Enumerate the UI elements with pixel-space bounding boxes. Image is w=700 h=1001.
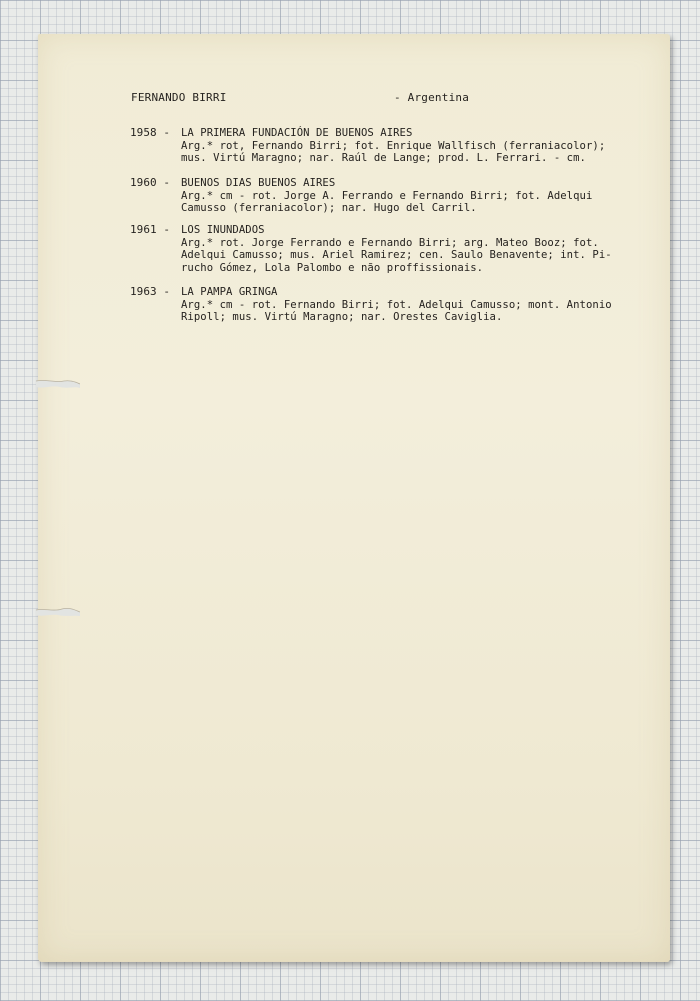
- country-label: - Argentina: [394, 91, 470, 104]
- film-entry: [130, 286, 660, 324]
- paper-tear-notch: [36, 607, 78, 617]
- film-title: LA PRIMERA FUNDACIÓN DE BUENOS AIRES: [181, 127, 413, 139]
- film-year: 1963 -: [130, 285, 171, 298]
- film-title: BUENOS DIAS BUENOS AIRES: [181, 177, 336, 189]
- film-year: 1960 -: [130, 176, 171, 189]
- film-year: 1958 -: [130, 126, 171, 139]
- film-credits: Arg.* rot. Jorge Ferrando e Fernando Birri; arg. Mateo Booz; fot. Adelqui Camusso; mus. Ariel Ramirez; cen. Saulo Benavente; int. Pi- rucho Gómez, Lola Palombo e não proffissionais.: [181, 236, 612, 274]
- film-title: LA PAMPA GRINGA: [181, 286, 278, 298]
- film-entry: [130, 177, 660, 215]
- document-header: [131, 91, 650, 107]
- paper-tear-notch: [36, 379, 78, 389]
- film-credits: Arg.* cm - rot. Fernando Birri; fot. Adelqui Camusso; mont. Antonio Ripoll; mus. Virtú Maragno; nar. Orestes Caviglia.: [181, 298, 612, 323]
- film-entry: [130, 127, 660, 165]
- author-name: FERNANDO BIRRI: [131, 91, 227, 104]
- film-credits: Arg.* rot, Fernando Birri; fot. Enrique Wallfisch (ferraniacolor); mus. Virtú Maragno; nar. Raúl de Lange; prod. L. Ferrari. - cm.: [181, 139, 606, 164]
- film-credits: Arg.* cm - rot. Jorge A. Ferrando e Fernando Birri; fot. Adelqui Camusso (ferraniacolor); nar. Hugo del Carril.: [181, 189, 593, 214]
- film-entry: [130, 224, 660, 274]
- film-year: 1961 -: [130, 223, 171, 236]
- typed-page: [38, 34, 670, 962]
- film-title: LOS INUNDADOS: [181, 224, 265, 236]
